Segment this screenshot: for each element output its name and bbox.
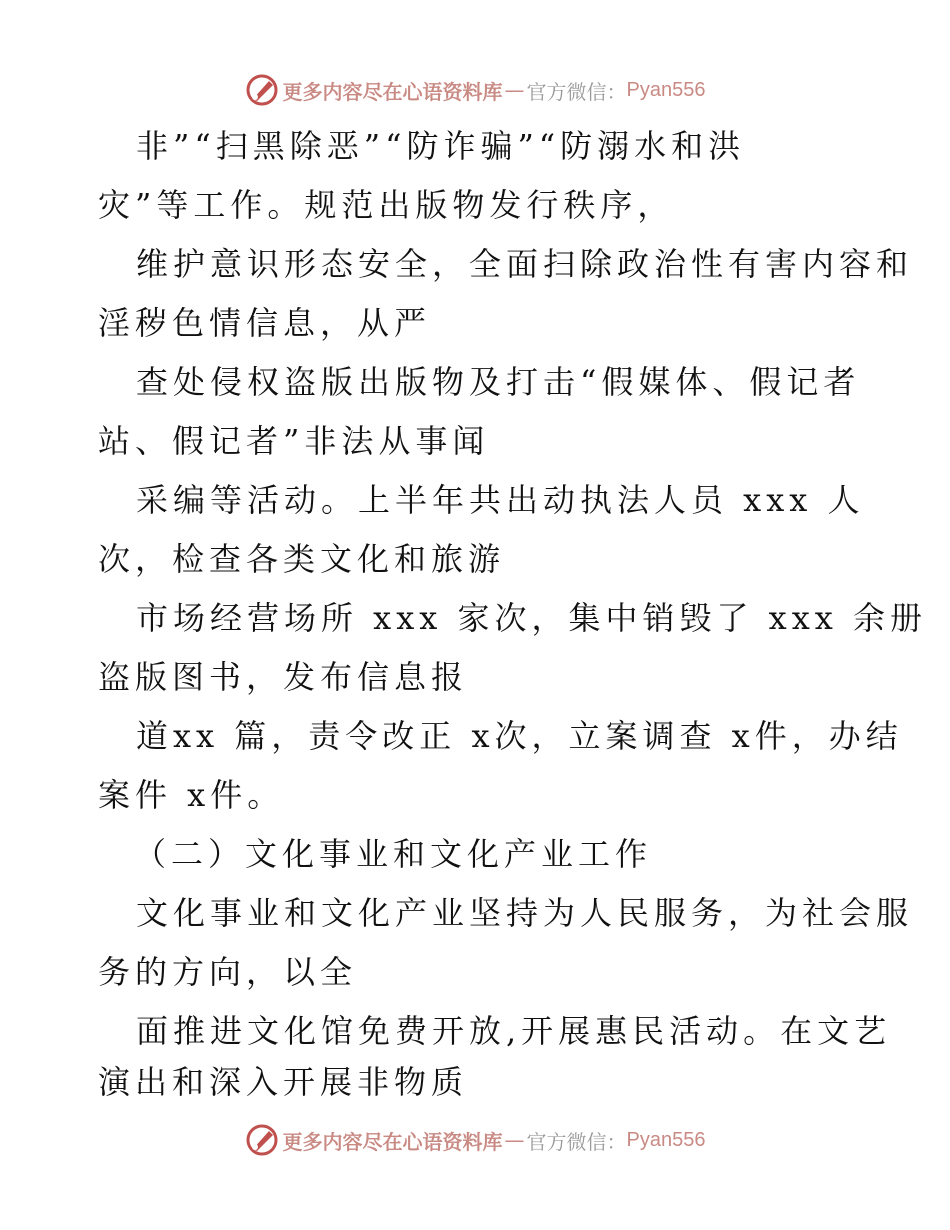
body-line: 淫秽色情信息，从严	[98, 304, 432, 342]
watermark-banner-bottom	[0, 1120, 950, 1160]
watermark-official: 官方微信：	[526, 1129, 627, 1154]
watermark-account: Pyan556	[626, 78, 706, 101]
watermark-text: 更多内容尽在心语资料库	[282, 79, 503, 104]
section-heading: （二）文化事业和文化产业工作	[134, 835, 653, 873]
watermark-official: 官方微信：	[526, 79, 627, 104]
pen-logo-icon	[245, 1123, 279, 1157]
body-line: 次，检查各类文化和旅游	[98, 540, 506, 578]
body-line: 文化事业和文化产业坚持为人民服务，为社会服	[136, 894, 914, 932]
body-line: 站、假记者”非法从事闻	[98, 422, 490, 460]
body-line: 务的方向，以全	[98, 953, 358, 991]
watermark-dash: —	[504, 78, 525, 102]
body-line: 面推进文化馆免费开放,开展惠民活动。在文艺	[136, 1012, 892, 1050]
body-line: 市场经营场所 xxx 家次，集中销毁了 xxx 余册	[136, 599, 927, 637]
body-line: 灾”等工作。规范出版物发行秩序，	[98, 186, 675, 224]
watermark-text: 更多内容尽在心语资料库	[282, 1129, 503, 1154]
body-line: 非”“扫黑除恶”“防诈骗”“防溺水和洪	[136, 127, 746, 165]
body-line: 维护意识形态安全，全面扫除政治性有害内容和	[136, 245, 914, 283]
watermark-dash: —	[504, 1128, 525, 1152]
body-line: 盗版图书，发布信息报	[98, 658, 469, 696]
body-line: 演出和深入开展非物质	[98, 1063, 469, 1101]
body-line: 案件 x件。	[98, 776, 285, 814]
body-line: 道xx 篇，责令改正 x次，立案调查 x件，办结	[136, 717, 903, 755]
body-line: 查处侵权盗版出版物及打击“假媒体、假记者	[136, 363, 861, 401]
body-line: 采编等活动。上半年共出动执法人员 xxx 人	[136, 481, 865, 519]
watermark-account: Pyan556	[626, 1128, 706, 1151]
